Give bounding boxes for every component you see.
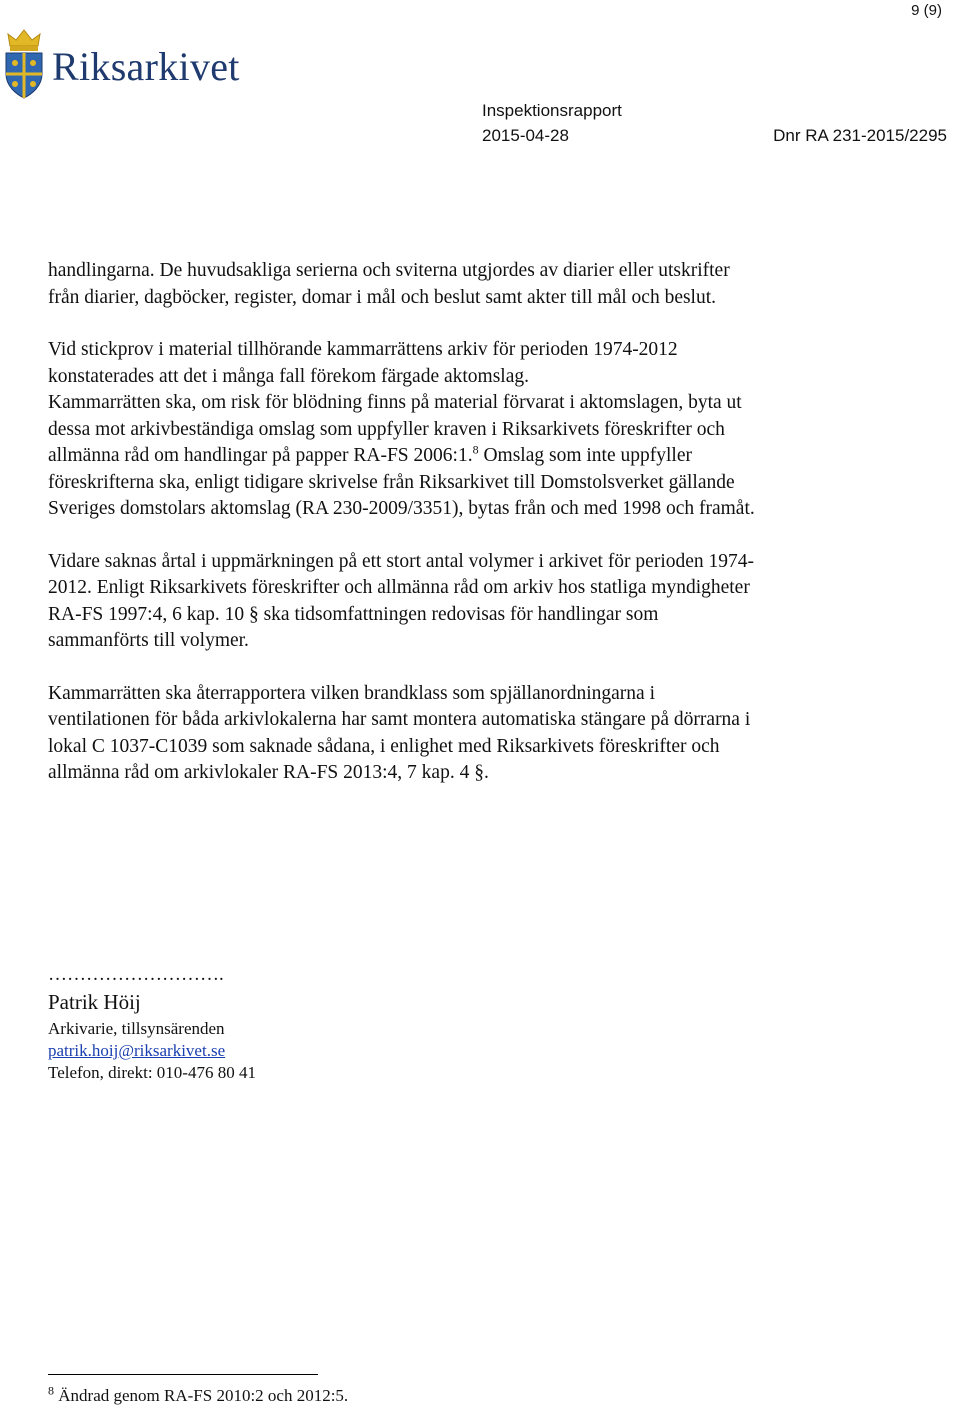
document-header	[482, 101, 947, 146]
paragraph-2: Vid stickprov i material tillhörande kammarrättens arkiv för perioden 1974-2012 konstaterades att det i många fall förekom färgade aktomslag.	[48, 339, 678, 387]
document-date: 2015-04-28	[482, 126, 569, 145]
document-type: Inspektionsrapport	[482, 101, 622, 120]
logo-text: Riksarkivet	[52, 43, 240, 89]
paragraph-3-part-b: Omslag som inte uppfyller föreskrifterna ska, enligt tidigare skrivelse från Riksarkivet till Domstolsverket gällande Sveriges domstolars aktomslag (RA 230-2009/3351), bytas från och med 1998 och framåt.	[48, 445, 755, 519]
crown-shield-emblem-icon	[2, 28, 46, 100]
report-body	[48, 258, 758, 813]
paragraph-4: Vidare saknas årtal i uppmärkningen på ett stort antal volymer i arkivet för perioden 1974-2012. Enligt Riksarkivets föreskrifter och allmänna råd om arkiv hos statliga myndigheter RA-FS 1997:4, 6 kap. 10 § ska tidsomfattningen redovisas för handlingar som sammanförts till volymer.	[48, 550, 755, 651]
footnote-divider	[48, 1374, 318, 1375]
phone-number: Telefon, direkt: 010-476 80 41	[48, 1063, 256, 1082]
email-link[interactable]: patrik.hoij@riksarkivet.se	[48, 1041, 226, 1060]
footnote	[48, 1383, 349, 1406]
signatory-name: Patrik Höij	[48, 990, 141, 1014]
document-dnr: Dnr RA 231-2015/2295	[773, 126, 947, 145]
signatory-title: Arkivarie, tillsynsärenden	[48, 1019, 225, 1038]
signature-line: ……………………….	[48, 964, 224, 985]
paragraph-3-part-a: Kammarrätten ska, om risk för blödning finns på material förvarat i aktomslagen, byta ut dessa mot arkivbeständiga omslag som uppfyller kraven i Riksarkivets föreskrifter och allmänna råd om handlingar på papper RA-FS 2006:1.	[48, 392, 742, 466]
paragraph-5: Kammarrätten ska återrapportera vilken brandklass som spjällanordningarna i ventilationen för båda arkivlokalerna har samt montera automatiska stängare på dörrarna i lokal C 1037-C1039 som saknade sådana, i enlighet med Riksarkivets föreskrifter och allmänna råd om arkivlokaler RA-FS 2013:4, 7 kap. 4 §.	[48, 682, 751, 783]
paragraph-3	[48, 390, 758, 523]
footnote-number: 8	[48, 1383, 54, 1398]
paragraph-1: handlingarna. De huvudsakliga serierna och sviterna utgjordes av diarier eller utskrifter från diarier, dagböcker, register, domar i mål och beslut samt akter till mål och beslut.	[48, 260, 730, 308]
page-number: 9 (9)	[911, 2, 942, 19]
riksarkivet-logo	[2, 28, 240, 100]
footnote-text: Ändrad genom RA-FS 2010:2 och 2012:5.	[54, 1386, 349, 1405]
signature-block	[48, 964, 256, 1084]
footnote-reference: 8	[472, 442, 479, 457]
